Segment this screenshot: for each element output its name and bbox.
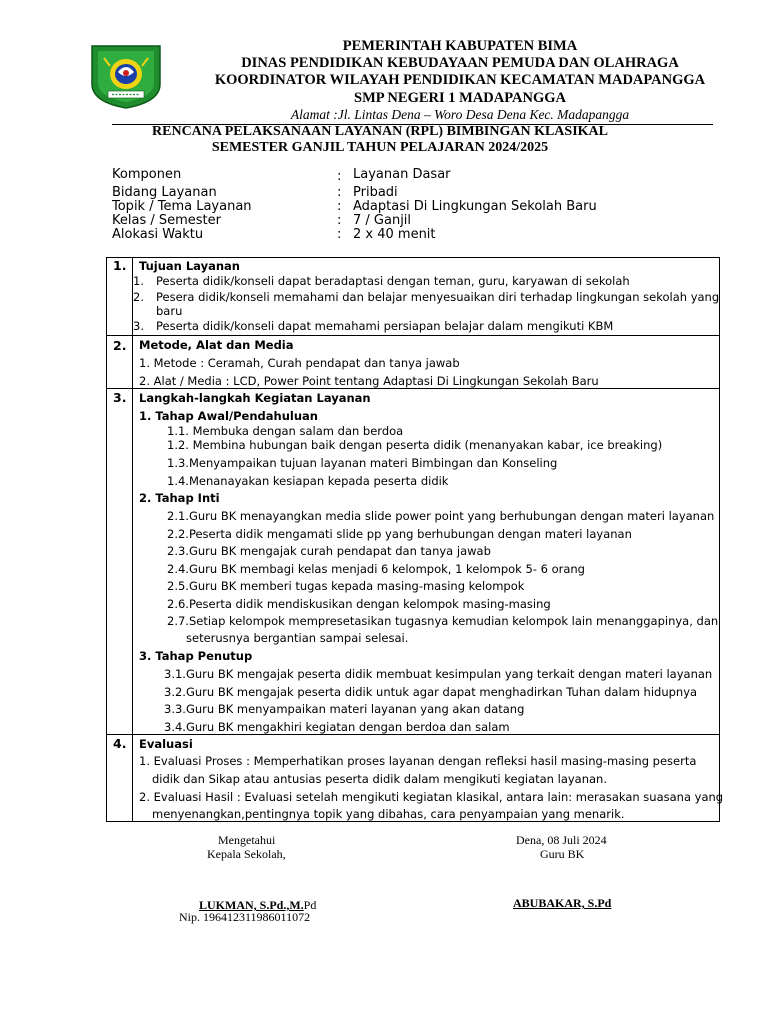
table-border-right: [719, 257, 720, 821]
list-item: Peserta didik/konseli dapat beradaptasi dengan teman, guru, karyawan di sekolah: [156, 274, 630, 288]
section-heading: Evaluasi: [139, 737, 193, 751]
step-item: 1.2. Membina hubungan baik dengan peserta didik (menanyakan kabar, ice breaking): [167, 438, 663, 452]
identity-value-kelas: 7 / Ganjil: [353, 213, 412, 228]
list-item-marker: 1.: [133, 274, 144, 288]
row-divider: [106, 388, 720, 389]
signature-role: Guru BK: [540, 847, 585, 861]
section-number: 4.: [113, 736, 127, 751]
step-item: 2.7.Setiap kelompok mempresetasikan tugasnya kemudian kelompok lain menanggapinya, dan: [167, 614, 719, 628]
row-divider: [106, 335, 720, 336]
section-number: 2.: [113, 338, 127, 353]
step-item: 2.2.Peserta didik mengamati slide pp yang berhubungan dengan materi layanan: [167, 527, 632, 541]
list-item: Pesera didik/konseli memahami dan belajar menyesuaikan diri terhadap lingkungan sekolah yang: [156, 290, 720, 304]
signature-acknowledge: Mengetahui: [218, 833, 276, 847]
list-item-continuation: baru: [156, 304, 183, 318]
evaluation-item-continuation: menyenangkan,pentingnya topik yang dibahas, cara penyampaian yang menarik.: [152, 807, 625, 821]
identity-label-kelas: Kelas / Semester: [112, 213, 221, 228]
evaluation-item: 1. Evaluasi Proses : Memperhatikan proses layanan dengan refleksi hasil masing-masing peserta: [139, 754, 697, 768]
section-heading: Metode, Alat dan Media: [139, 338, 294, 352]
step-item: 2.1.Guru BK menayangkan media slide power point yang berhubungan dengan materi layanan: [167, 509, 715, 523]
phase-title: 1. Tahap Awal/Pendahuluan: [139, 409, 318, 423]
table-border-bottom: [106, 821, 720, 822]
identity-colon: :: [337, 169, 342, 184]
row-divider: [106, 734, 720, 735]
identity-label-alokasi: Alokasi Waktu: [112, 227, 204, 242]
identity-label-bidang: Bidang Layanan: [112, 185, 217, 200]
step-item: 2.4.Guru BK membagi kelas menjadi 6 kelompok, 1 kelompok 5- 6 orang: [167, 562, 585, 576]
identity-label-komponen: Komponen: [112, 167, 182, 182]
letterhead-school: SMP NEGERI 1 MADAPANGGA: [354, 90, 566, 106]
letterhead-department: DINAS PENDIDIKAN KEBUDAYAAN PEMUDA DAN OLAHRAGA: [241, 55, 679, 71]
phase-title: 3. Tahap Penutup: [139, 649, 253, 663]
letterhead-coordinator: KOORDINATOR WILAYAH PENDIDIKAN KECAMATAN MADAPANGGA: [214, 72, 706, 88]
kabupaten-bima-logo: [90, 44, 162, 110]
step-item: 3.4.Guru BK mengakhiri kegiatan dengan berdoa dan salam: [164, 720, 510, 734]
list-item-marker: 2.: [133, 290, 144, 304]
letterhead-address: Alamat :Jl. Lintas Dena – Woro Desa Dena Kec. Madapangga: [290, 107, 630, 122]
identity-colon: :: [337, 213, 342, 228]
letterhead-government: PEMERINTAH KABUPATEN BIMA: [342, 38, 578, 54]
identity-label-topik: Topik / Tema Layanan: [112, 199, 252, 214]
column-divider: [132, 257, 133, 821]
step-item: 1.1. Membuka dengan salam dan berdoa: [167, 424, 404, 438]
identity-colon: :: [337, 227, 342, 242]
evaluation-item: 2. Evaluasi Hasil : Evaluasi setelah mengikuti kegiatan klasikal, antara lain: merasakan suasana yang: [139, 790, 724, 804]
list-item: Peserta didik/konseli dapat memahami persiapan belajar dalam mengikuti KBM: [156, 319, 614, 333]
signature-date: Dena, 08 Juli 2024: [516, 833, 607, 847]
step-item-continuation: seterusnya bergantian sampai selesai.: [186, 631, 409, 645]
section-heading: Langkah-langkah Kegiatan Layanan: [139, 391, 371, 405]
document-subtitle: SEMESTER GANJIL TAHUN PELAJARAN 2024/2025: [211, 140, 549, 155]
identity-value-bidang: Pribadi: [353, 185, 398, 200]
step-item: 1.3.Menyampaikan tujuan layanan materi Bimbingan dan Konseling: [167, 456, 558, 470]
step-item: 1.4.Menanayakan kesiapan kepada peserta didik: [167, 474, 449, 488]
signature-name: ABUBAKAR, S.Pd: [513, 896, 612, 910]
phase-title: 2. Tahap Inti: [139, 491, 220, 505]
identity-value-komponen: Layanan Dasar: [353, 167, 451, 182]
table-border-top: [106, 257, 720, 258]
document-title: RENCANA PELAKSANAAN LAYANAN (RPL) BIMBINGAN KLASIKAL: [152, 124, 608, 139]
signature-role: Kepala Sekolah,: [207, 847, 286, 861]
step-item: 2.6.Peserta didik mendiskusikan dengan kelompok masing-masing: [167, 597, 551, 611]
list-item: 2. Alat / Media : LCD, Power Point tentang Adaptasi Di Lingkungan Sekolah Baru: [139, 374, 599, 388]
section-number: 1.: [113, 258, 127, 273]
step-item: 3.3.Guru BK menyampaikan materi layanan yang akan datang: [164, 702, 525, 716]
list-item: 1. Metode : Ceramah, Curah pendapat dan tanya jawab: [139, 356, 460, 370]
identity-value-topik: Adaptasi Di Lingkungan Sekolah Baru: [353, 199, 597, 214]
section-heading: Tujuan Layanan: [139, 259, 240, 273]
list-item-marker: 3.: [133, 319, 144, 333]
signature-name: LUKMAN, S.Pd.,M.Pd: [199, 898, 317, 912]
section-number: 3.: [113, 390, 127, 405]
step-item: 2.3.Guru BK mengajak curah pendapat dan tanya jawab: [167, 544, 491, 558]
signature-nip: Nip. 196412311986011072: [179, 910, 311, 924]
step-item: 2.5.Guru BK memberi tugas kepada masing-masing kelompok: [167, 579, 525, 593]
step-item: 3.1.Guru BK mengajak peserta didik membuat kesimpulan yang terkait dengan materi layanan: [164, 667, 713, 681]
evaluation-item-continuation: didik dan Sikap atau antusias peserta didik dalam mengikuti kegiatan layanan.: [152, 772, 608, 786]
identity-value-alokasi: 2 x 40 menit: [353, 227, 436, 242]
identity-colon: :: [337, 185, 342, 200]
step-item: 3.2.Guru BK mengajak peserta didik untuk agar dapat menghadirkan Tuhan dalam hidupnya: [164, 685, 698, 699]
identity-colon: :: [337, 199, 342, 214]
table-border-left: [106, 257, 107, 821]
